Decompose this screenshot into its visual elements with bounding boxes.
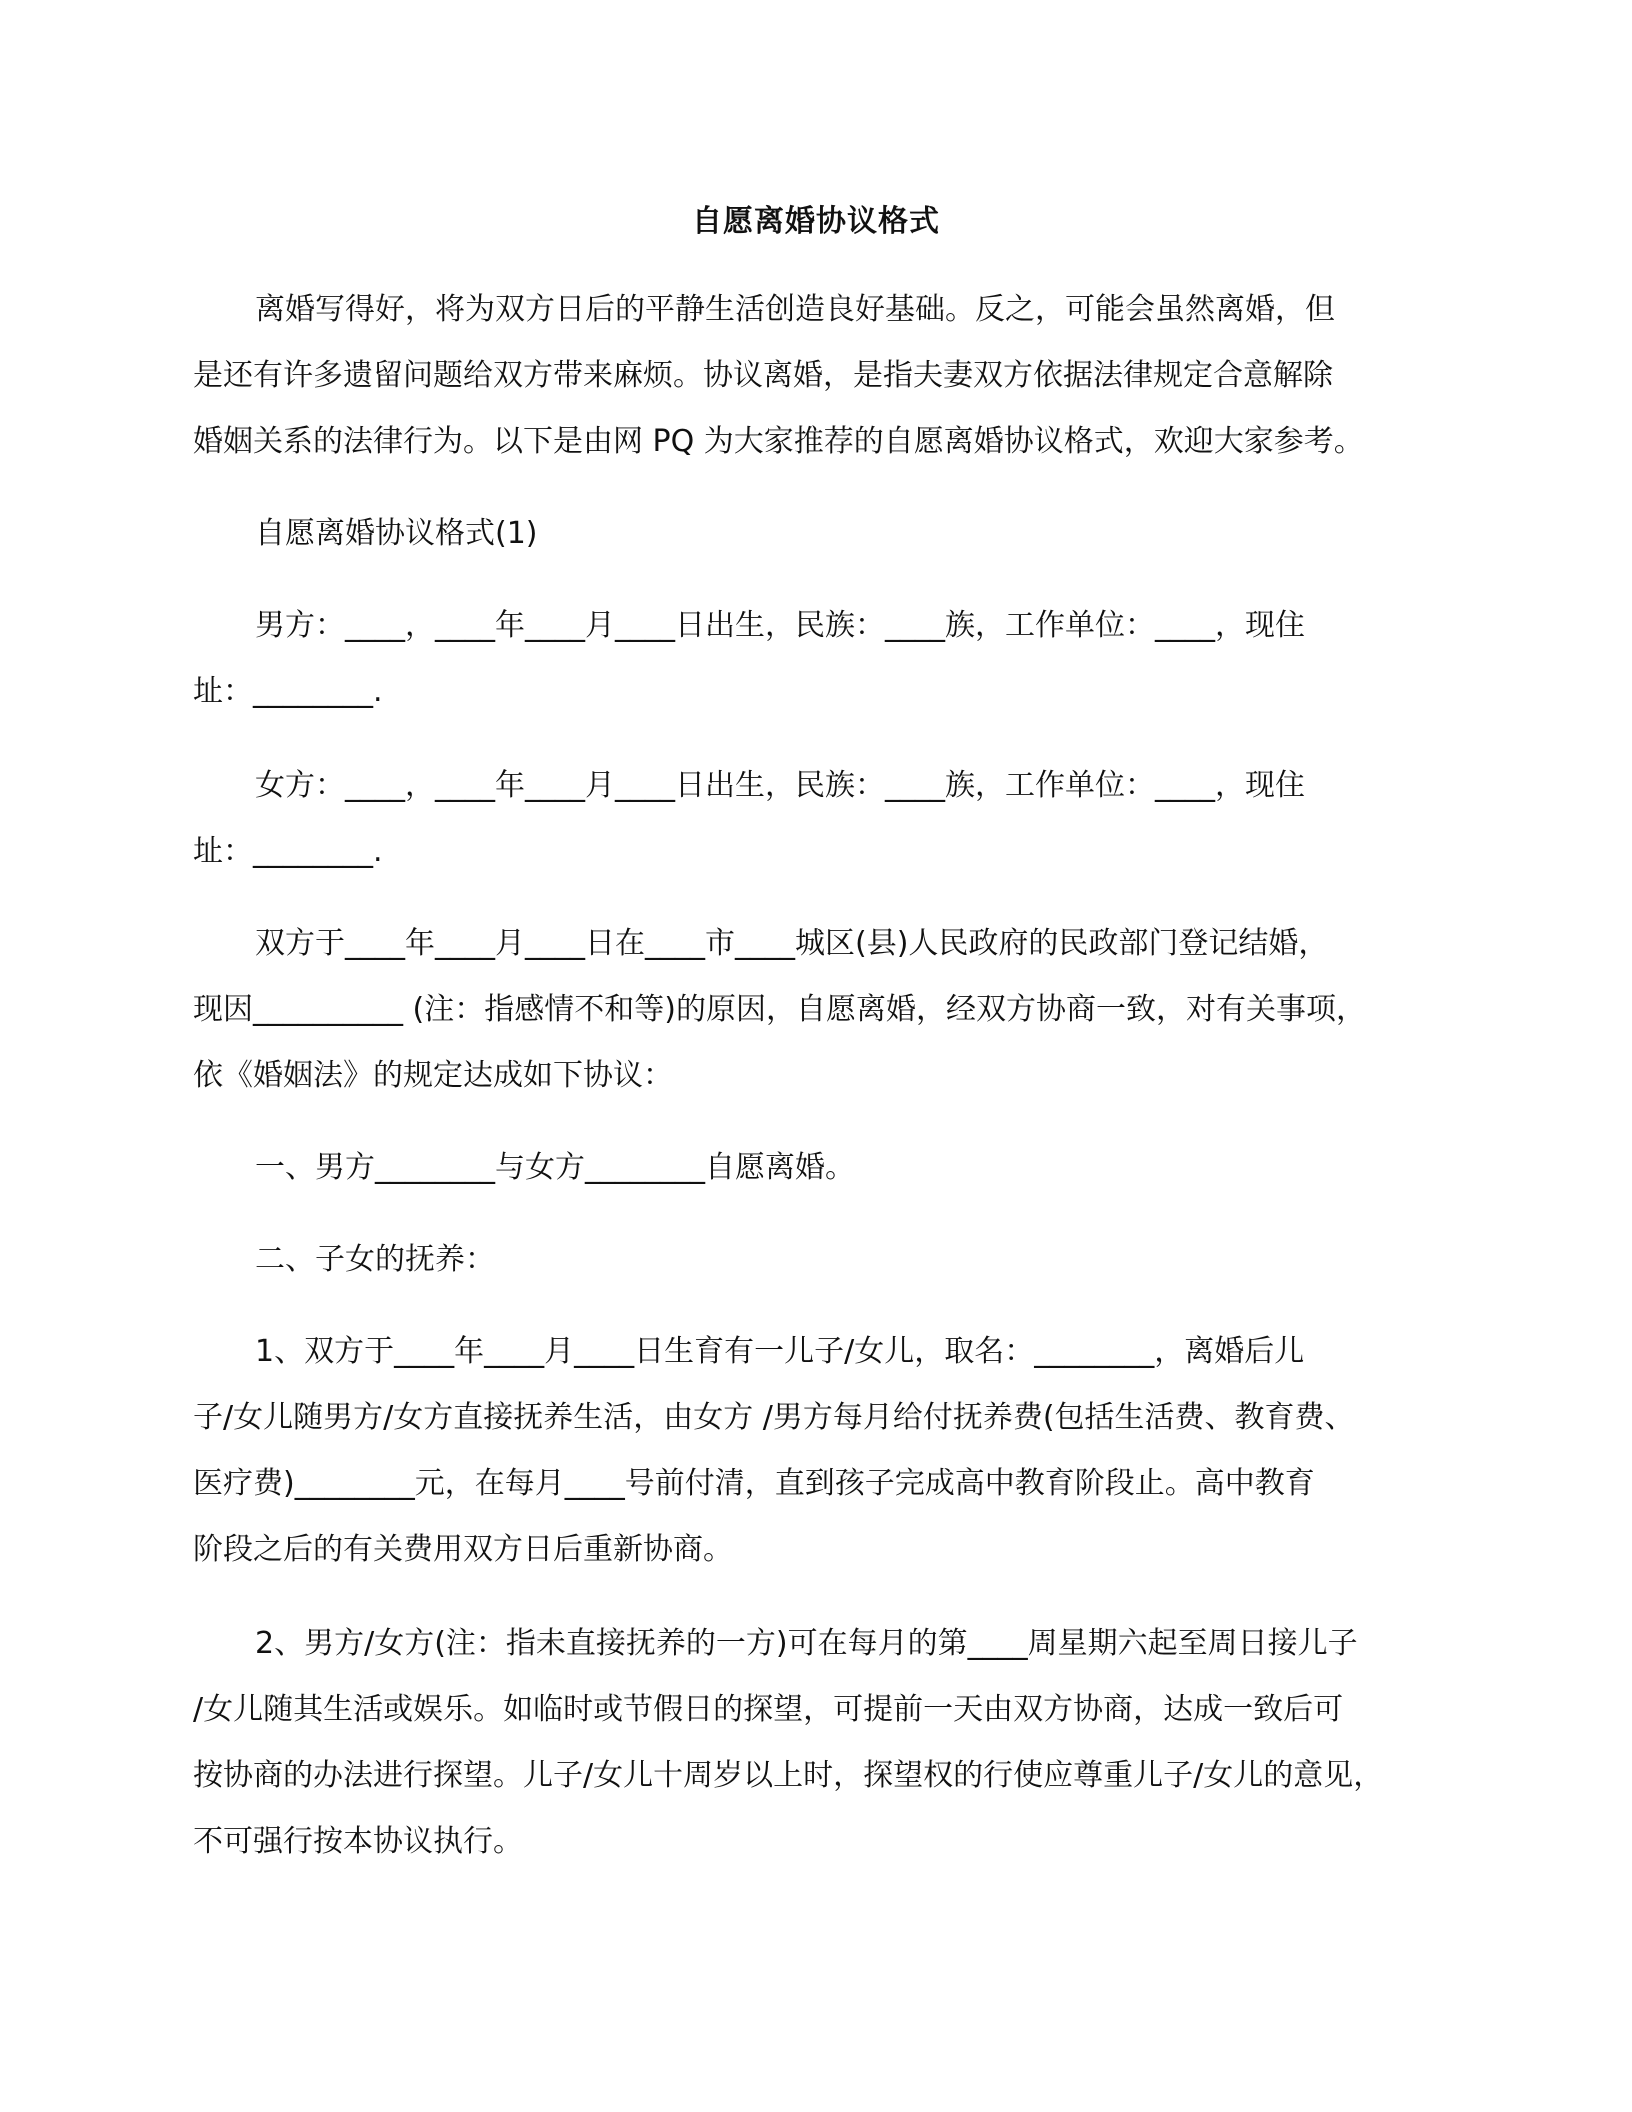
marriage-info-line-2: 现因__________ (注：指感情不和等)的原因，自愿离婚，经双方协商一致，对有关事项， (193, 992, 1366, 1027)
female-info-line-2: 址：________. (193, 834, 383, 869)
document-title: 自愿离婚协议格式 (692, 204, 940, 239)
marriage-info-line-1: 双方于____年____月____日在____市____城区(县)人民政府的民政部门登记结婚， (255, 926, 1329, 961)
intro-line-2: 是还有许多遗留问题给双方带来麻烦。协议离婚，是指夫妻双方依据法律规定合意解除 (193, 358, 1333, 393)
intro-line-1: 离婚写得好，将为双方日后的平静生活创造良好基础。反之，可能会虽然离婚，但 (255, 292, 1335, 327)
section-heading: 自愿离婚协议格式(1) (255, 516, 538, 551)
item-1-line-1: 1、双方于____年____月____日生育有一儿子/女儿，取名：________，离婚后儿 (255, 1334, 1305, 1369)
clause-1: 一、男方________与女方________自愿离婚。 (255, 1150, 855, 1185)
female-info-line-1: 女方：____，____年____月____日出生，民族：____族，工作单位：____，现住 (255, 768, 1305, 803)
item-2-line-3: 按协商的办法进行探望。儿子/女儿十周岁以上时，探望权的行使应尊重儿子/女儿的意见， (193, 1758, 1384, 1793)
item-2-line-2: /女儿随其生活或娱乐。如临时或节假日的探望，可提前一天由双方协商，达成一致后可 (193, 1692, 1344, 1727)
marriage-info-line-3: 依《婚姻法》的规定达成如下协议： (193, 1058, 673, 1093)
intro-line-3: 婚姻关系的法律行为。以下是由网 PQ 为大家推荐的自愿离婚协议格式，欢迎大家参考。 (193, 424, 1364, 459)
item-1-line-3: 医疗费)________元，在每月____号前付清，直到孩子完成高中教育阶段止。高中教育 (193, 1466, 1315, 1501)
clause-2-heading: 二、子女的抚养： (255, 1242, 495, 1277)
item-1-line-4: 阶段之后的有关费用双方日后重新协商。 (193, 1532, 733, 1567)
item-2-line-4: 不可强行按本协议执行。 (193, 1824, 523, 1859)
item-2-line-1: 2、男方/女方(注：指未直接抚养的一方)可在每月的第____周星期六起至周日接儿子 (255, 1626, 1358, 1661)
male-info-line-2: 址：________. (193, 674, 383, 709)
male-info-line-1: 男方：____，____年____月____日出生，民族：____族，工作单位：____，现住 (255, 608, 1305, 643)
item-1-line-2: 子/女儿随男方/女方直接抚养生活，由女方 /男方每月给付抚养费(包括生活费、教育费、 (193, 1400, 1355, 1435)
